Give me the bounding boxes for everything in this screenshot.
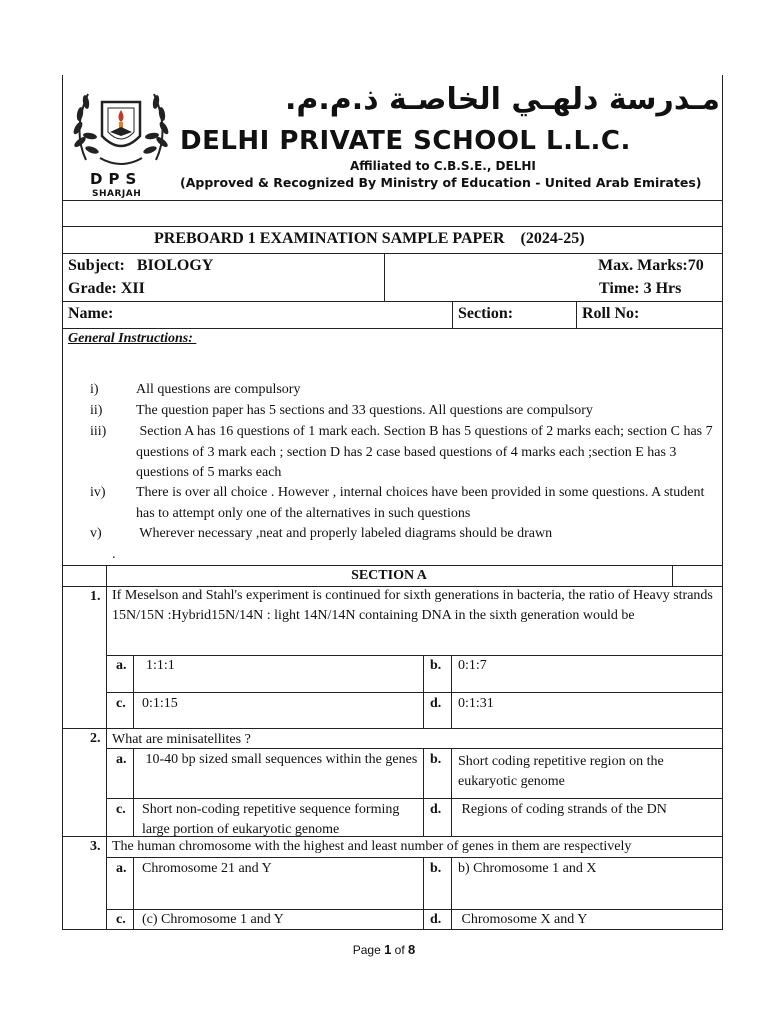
affiliation-text: Affiliated to C.B.S.E., DELHI (350, 159, 536, 173)
instruction-text: The question paper has 5 sections and 33 questions. All questions are compulsory (136, 403, 593, 418)
instruction-text: All questions are compulsory (136, 382, 301, 397)
frame-right (722, 75, 723, 930)
divider (452, 301, 453, 328)
approval-text: (Approved & Recognized By Ministry of Education - United Arab Emirates) (180, 175, 702, 190)
option-text: Short non-coding repetitive sequence forming large portion of eukaryotic genome (142, 802, 400, 837)
page-number: 1 (384, 942, 392, 957)
exam-year: (2024-25) (520, 230, 585, 247)
option-label: a. (116, 752, 127, 767)
page-total: 8 (408, 942, 416, 957)
exam-time: Time: 3 Hrs (599, 280, 682, 297)
instruction-num: iii) (90, 424, 107, 439)
option-text: 0:1:7 (458, 658, 487, 673)
grade-label: Grade: XII (68, 280, 145, 297)
option-text: b) Chromosome 1 and X (458, 861, 597, 876)
instruction-num: i) (90, 382, 99, 397)
school-logo (66, 80, 176, 172)
option-text: 10-40 bp sized small sequences within the genes (142, 752, 418, 767)
divider (384, 253, 385, 301)
option-label: d. (430, 696, 442, 711)
option-text: 1:1:1 (146, 658, 175, 673)
option-text: 0:1:31 (458, 696, 494, 711)
divider (423, 857, 424, 929)
school-name: DELHI PRIVATE SCHOOL L.L.C. (180, 126, 631, 156)
divider (672, 565, 673, 586)
logo-sharjah-text: SHARJAH (92, 189, 142, 199)
name-field-label: Name: (68, 305, 114, 322)
divider (423, 748, 424, 836)
option-text: (c) Chromosome 1 and Y (142, 912, 284, 927)
divider (106, 586, 107, 930)
of-word: of (394, 943, 405, 957)
divider (106, 748, 723, 749)
instructions-heading: General Instructions: (68, 331, 197, 346)
option-text: Regions of coding strands of the DN (458, 802, 667, 817)
question-number: 3. (90, 839, 101, 854)
divider (451, 748, 452, 836)
instruction-text: Section A has 16 questions of 1 mark each. Section B has 5 questions of 2 marks each; section C has 7 questions of 3 mark each ; section D has 2 case based questions of 4 marks each ;section E has 3 questions of 5 marks each (136, 424, 717, 480)
option-label: d. (430, 912, 442, 927)
max-marks: Max. Marks:70 (598, 257, 704, 274)
question-text: The human chromosome with the highest and least number of genes in them are respectively (112, 839, 632, 854)
question-text: What are minisatellites ? (112, 732, 251, 747)
option-label: a. (116, 658, 127, 673)
exam-title: PREBOARD 1 EXAMINATION SAMPLE PAPER (2024-25) (154, 230, 585, 247)
option-text: Chromosome 21 and Y (142, 861, 272, 876)
divider (576, 301, 577, 328)
roll-no-label: Roll No: (582, 305, 640, 322)
question-number: 1. (90, 589, 101, 604)
divider (62, 301, 723, 302)
option-text: 0:1:15 (142, 696, 178, 711)
divider (62, 226, 723, 227)
trailing-dot: . (112, 547, 116, 562)
question-number: 2. (90, 731, 101, 746)
divider (423, 655, 424, 728)
divider (106, 857, 723, 858)
instruction-num: ii) (90, 403, 103, 418)
school-name-arabic: مـدرسة دلهـي الخاصـة ذ.م.م. (285, 82, 720, 117)
option-text: Chromosome X and Y (458, 912, 588, 927)
divider (451, 857, 452, 929)
option-label: b. (430, 752, 442, 767)
divider (62, 200, 723, 201)
option-label: b. (430, 861, 442, 876)
divider (133, 655, 134, 728)
divider (62, 253, 723, 254)
divider (133, 857, 134, 929)
section-field-label: Section: (458, 305, 514, 322)
question-text: If Meselson and Stahl's experiment is continued for sixth generations in bacteria, the ratio of Heavy strands 15N/15N :Hybrid15N/14N : light 14N/14N containing DNA in the sixth generation would be (112, 588, 713, 623)
option-label: a. (116, 861, 127, 876)
option-text: Short coding repetitive region on the eukaryotic genome (458, 754, 664, 789)
section-a-heading: SECTION A (351, 568, 427, 583)
divider (106, 798, 723, 799)
divider (62, 728, 723, 729)
instruction-text: There is over all choice . However , internal choices have been provided in some questions. A student has to attempt only one of the alternatives in such questions (136, 485, 705, 521)
logo-dps-text: DPS (90, 170, 143, 188)
divider (451, 655, 452, 728)
instruction-num: iv) (90, 485, 106, 500)
option-label: c. (116, 912, 126, 927)
instruction-num: v) (90, 526, 102, 541)
page-footer (0, 942, 768, 957)
subject-label: Subject: BIOLOGY (68, 257, 214, 274)
instruction-text: Wherever necessary ,neat and properly labeled diagrams should be drawn (136, 526, 553, 541)
option-label: c. (116, 802, 126, 817)
option-label: d. (430, 802, 442, 817)
page-word: Page (352, 943, 381, 957)
divider (106, 655, 723, 656)
option-label: b. (430, 658, 442, 673)
divider (106, 692, 723, 693)
divider (133, 748, 134, 836)
frame-left (62, 75, 63, 930)
option-label: c. (116, 696, 126, 711)
